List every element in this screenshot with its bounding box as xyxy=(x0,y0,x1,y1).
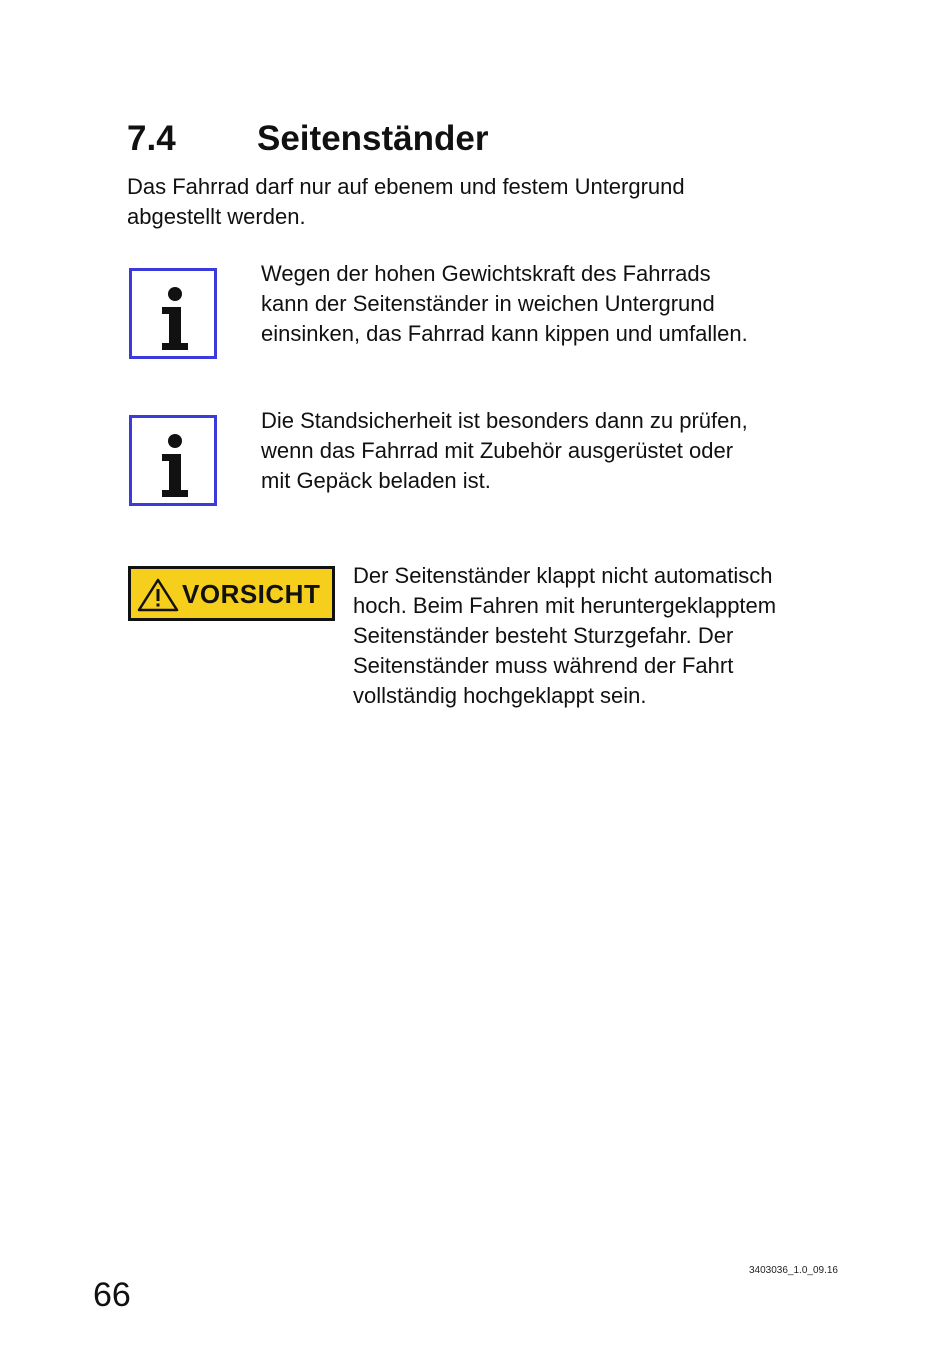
warning-line: vollständig hochgeklappt sein. xyxy=(353,683,647,708)
info-note-line: wenn das Fahrrad mit Zubehör ausgerüstet oder xyxy=(261,438,734,463)
info-note-1 xyxy=(261,259,861,349)
info-note-line: Wegen der hohen Gewichtskraft des Fahrrads xyxy=(261,261,711,286)
info-icon xyxy=(129,415,217,506)
info-icon xyxy=(129,268,217,359)
document-code: 3403036_1.0_09.16 xyxy=(749,1265,838,1276)
warning-line: Seitenständer muss während der Fahrt xyxy=(353,653,734,678)
info-note-2 xyxy=(261,406,861,496)
warning-line: Der Seitenständer klappt nicht automatisch xyxy=(353,563,773,588)
section-title: Seitenständer xyxy=(257,119,489,158)
info-note-line: einsinken, das Fahrrad kann kippen und umfallen. xyxy=(261,321,748,346)
info-note-line: kann der Seitenständer in weichen Untergrund xyxy=(261,291,715,316)
intro-line: Das Fahrrad darf nur auf ebenem und festem Untergrund xyxy=(127,174,685,199)
warning-badge xyxy=(128,566,335,621)
page-number: 66 xyxy=(93,1276,131,1314)
info-note-line: mit Gepäck beladen ist. xyxy=(261,468,491,493)
warning-triangle-icon xyxy=(137,578,179,612)
intro-line: abgestellt werden. xyxy=(127,204,306,229)
warning-signal-word: VORSICHT xyxy=(182,579,321,609)
info-note-line: Die Standsicherheit ist besonders dann zu prüfen, xyxy=(261,408,748,433)
warning-line: hoch. Beim Fahren mit heruntergeklapptem xyxy=(353,593,777,618)
warning-line: Seitenständer besteht Sturzgefahr. Der xyxy=(353,623,734,648)
warning-text xyxy=(353,561,873,711)
section-number: 7.4 xyxy=(127,119,176,158)
intro-paragraph xyxy=(127,172,827,232)
